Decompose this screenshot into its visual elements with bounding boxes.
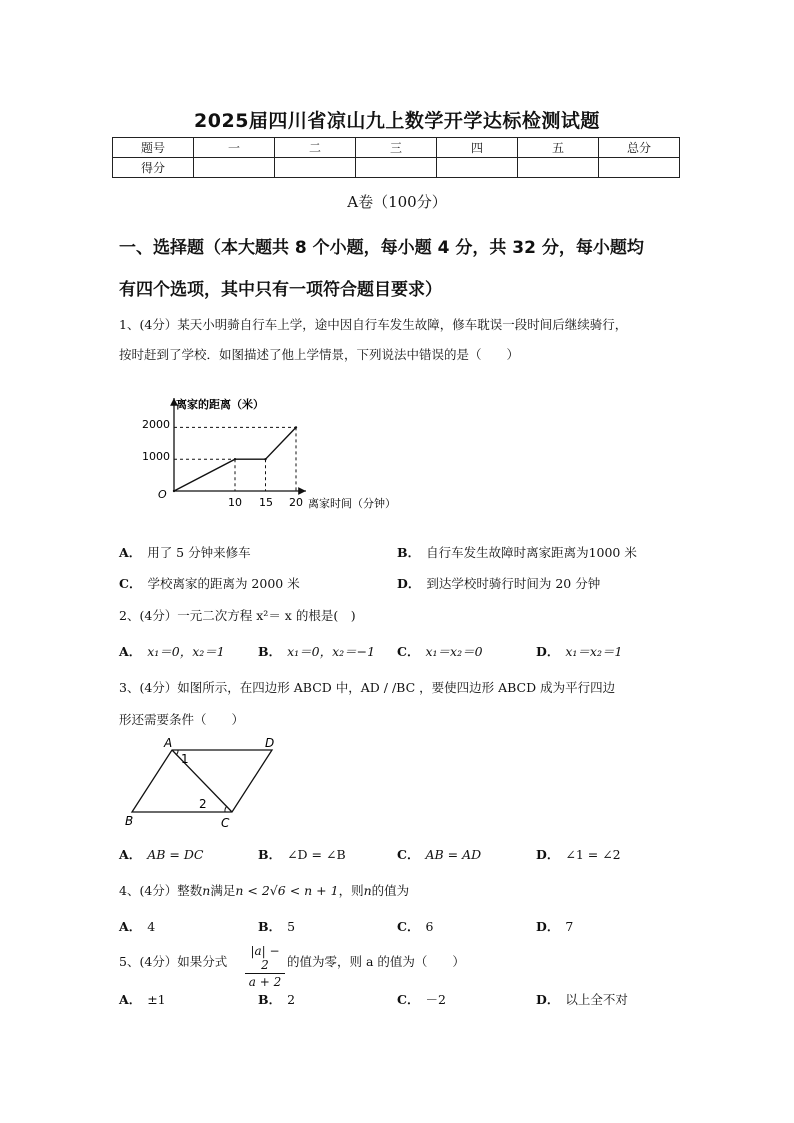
score-cell[interactable] (437, 158, 518, 178)
option-label: B． (258, 847, 282, 862)
q4-option-d[interactable] (536, 917, 573, 935)
chart-x-axis-label: 离家时间（分钟） (308, 497, 396, 510)
chart-data-point (173, 490, 175, 492)
q5-stem-suffix: 的值为零，则 a 的值为（ ） (287, 954, 465, 969)
q3-parallelogram-figure (120, 735, 285, 830)
angle-2-label: 2 (199, 797, 207, 811)
option-text: ∠D = ∠B (287, 847, 346, 862)
score-cell[interactable] (356, 158, 437, 178)
q5-option-b[interactable] (258, 990, 295, 1008)
option-label: D． (397, 576, 421, 591)
q5-stem-prefix: 5、(4分）如果分式 (119, 954, 228, 969)
q2-stem: 2、(4分）一元二次方程 x²＝ x 的根是( ) (119, 608, 356, 623)
chart-x-tick-label: 20 (289, 496, 303, 509)
score-cell[interactable] (518, 158, 599, 178)
score-table (112, 137, 680, 178)
vertex-a-label: A (164, 736, 173, 750)
q4-stem-suffix: 的值为 (371, 883, 410, 898)
score-table-row-label: 得分 (113, 158, 194, 178)
q1-option-a[interactable] (119, 543, 251, 561)
chart-x-tick-label: 15 (259, 496, 273, 509)
q4-option-b[interactable] (258, 917, 295, 935)
q5-numerator: |a| − 2 (245, 944, 285, 974)
option-text: x₁＝0，x₂＝1 (147, 644, 225, 659)
q4-stem-mid2: ，则 (338, 883, 364, 898)
option-text: AB = AD (425, 847, 482, 862)
q4-option-a[interactable] (119, 917, 155, 935)
option-text: ±1 (147, 992, 166, 1007)
option-label: D． (536, 992, 560, 1007)
q4-inequality: n < 2√6 < n + 1 (235, 883, 339, 898)
vertex-d-label: D (265, 736, 275, 750)
option-text: 学校离家的距离为 2000 米 (147, 576, 300, 591)
chart-data-point (264, 458, 266, 460)
option-text: 以上全不对 (565, 992, 628, 1007)
option-text: 5 (287, 919, 296, 934)
chart-y-tick-label: 2000 (142, 418, 170, 431)
score-table-score-row (113, 158, 680, 178)
chart-y-axis-label: 离家的距离（米） (176, 398, 264, 411)
chart-data-point (234, 458, 236, 460)
q5-option-c[interactable] (397, 990, 446, 1008)
q5-option-a[interactable] (119, 990, 166, 1008)
option-text: x₁＝x₂＝0 (425, 644, 483, 659)
option-text: ∠1 = ∠2 (565, 847, 621, 862)
q1-distance-time-chart (140, 388, 430, 518)
q2-option-d[interactable] (536, 642, 622, 660)
option-label: A． (119, 644, 142, 659)
q5-option-d[interactable] (536, 990, 628, 1008)
chart-x-tick-label: 10 (228, 496, 242, 509)
q4-stem-mid: 满足 (210, 883, 236, 898)
option-label: B． (258, 992, 282, 1007)
q2-option-a[interactable] (119, 642, 225, 660)
option-label: C． (397, 847, 420, 862)
q3-option-a[interactable] (119, 845, 203, 863)
option-label: A． (119, 919, 142, 934)
option-label: C． (397, 644, 420, 659)
q4-option-c[interactable] (397, 917, 433, 935)
q4-stem-prefix: 4、(4分）整数 (119, 883, 203, 898)
option-label: D． (536, 847, 560, 862)
q1-stem-line2: 按时赶到了学校．如图描述了他上学情景，下列说法中错误的是（ ） (119, 347, 520, 362)
q5-denominator: a + 2 (248, 975, 282, 989)
option-label: D． (536, 919, 560, 934)
score-table-header-cell: 四 (437, 138, 518, 158)
option-label: C． (397, 992, 420, 1007)
q4-variable: n (363, 883, 372, 898)
option-text: x₁＝x₂＝1 (565, 644, 623, 659)
score-table-header-cell: 二 (275, 138, 356, 158)
option-text: 用了 5 分钟来修车 (147, 545, 251, 560)
q1-option-d[interactable] (397, 574, 600, 592)
q2-option-c[interactable] (397, 642, 483, 660)
q5-fraction (245, 944, 285, 989)
score-cell[interactable] (275, 158, 356, 178)
score-table-header-cell: 三 (356, 138, 437, 158)
q4-stem (119, 881, 409, 899)
score-table-header-cell: 题号 (113, 138, 194, 158)
score-table-header-cell: 一 (194, 138, 275, 158)
part1-heading-line1: 一、选择题（本大题共 8 个小题，每小题 4 分，共 32 分，每小题均 (119, 238, 644, 258)
score-cell[interactable] (599, 158, 680, 178)
part1-heading-line2: 有四个选项，其中只有一项符合题目要求） (119, 280, 442, 300)
chart-origin-label: O (158, 488, 167, 501)
option-label: B． (258, 644, 282, 659)
option-label: A． (119, 545, 142, 560)
option-text: 6 (425, 919, 434, 934)
vertex-b-label: B (125, 814, 134, 828)
option-label: B． (258, 919, 282, 934)
angle-1-arc (176, 750, 178, 755)
q3-option-d[interactable] (536, 845, 621, 863)
score-cell[interactable] (194, 158, 275, 178)
option-label: C． (397, 919, 420, 934)
score-table-header-row (113, 138, 680, 158)
option-text: 到达学校时骑行时间为 20 分钟 (426, 576, 601, 591)
chart-data-point (295, 426, 297, 428)
option-text: 自行车发生故障时离家距离为1000 米 (426, 545, 637, 560)
score-table-header-cell: 五 (518, 138, 599, 158)
chart-y-tick-label: 1000 (142, 450, 170, 463)
score-table-header-cell: 总分 (599, 138, 680, 158)
angle-1-label: 1 (181, 752, 189, 766)
q1-stem-line1: 1、(4分）某天小明骑自行车上学，途中因自行车发生故障，修车耽误一段时间后继续骑行， (119, 317, 628, 332)
vertex-c-label: C (221, 816, 230, 830)
option-label: A． (119, 847, 142, 862)
option-text: AB = DC (147, 847, 204, 862)
q3-option-c[interactable] (397, 845, 481, 863)
q3-option-b[interactable] (258, 845, 346, 863)
option-label: C． (119, 576, 142, 591)
q2-option-b[interactable] (258, 642, 375, 660)
option-text: 7 (565, 919, 574, 934)
chart-series (173, 426, 297, 492)
option-label: B． (397, 545, 421, 560)
q3-stem-line2: 形还需要条件（ ） (119, 712, 245, 727)
q4-variable: n (202, 883, 211, 898)
document-title: 2025届四川省凉山九上数学开学达标检测试题 (194, 110, 600, 132)
q3-stem-line1: 3、(4分）如图所示，在四边形 ABCD 中，AD / /BC ，要使四边形 ABCD 成为平行四边 (119, 680, 616, 695)
q1-option-b[interactable] (397, 543, 637, 561)
option-text: 4 (147, 919, 156, 934)
q1-option-c[interactable] (119, 574, 300, 592)
option-label: D． (536, 644, 560, 659)
option-label: A． (119, 992, 142, 1007)
option-text: 2 (287, 992, 296, 1007)
option-text: x₁＝0，x₂＝−1 (287, 644, 376, 659)
option-text: －2 (425, 992, 446, 1007)
section-heading: A卷（100分） (347, 193, 447, 211)
angle-2-arc (225, 806, 227, 812)
